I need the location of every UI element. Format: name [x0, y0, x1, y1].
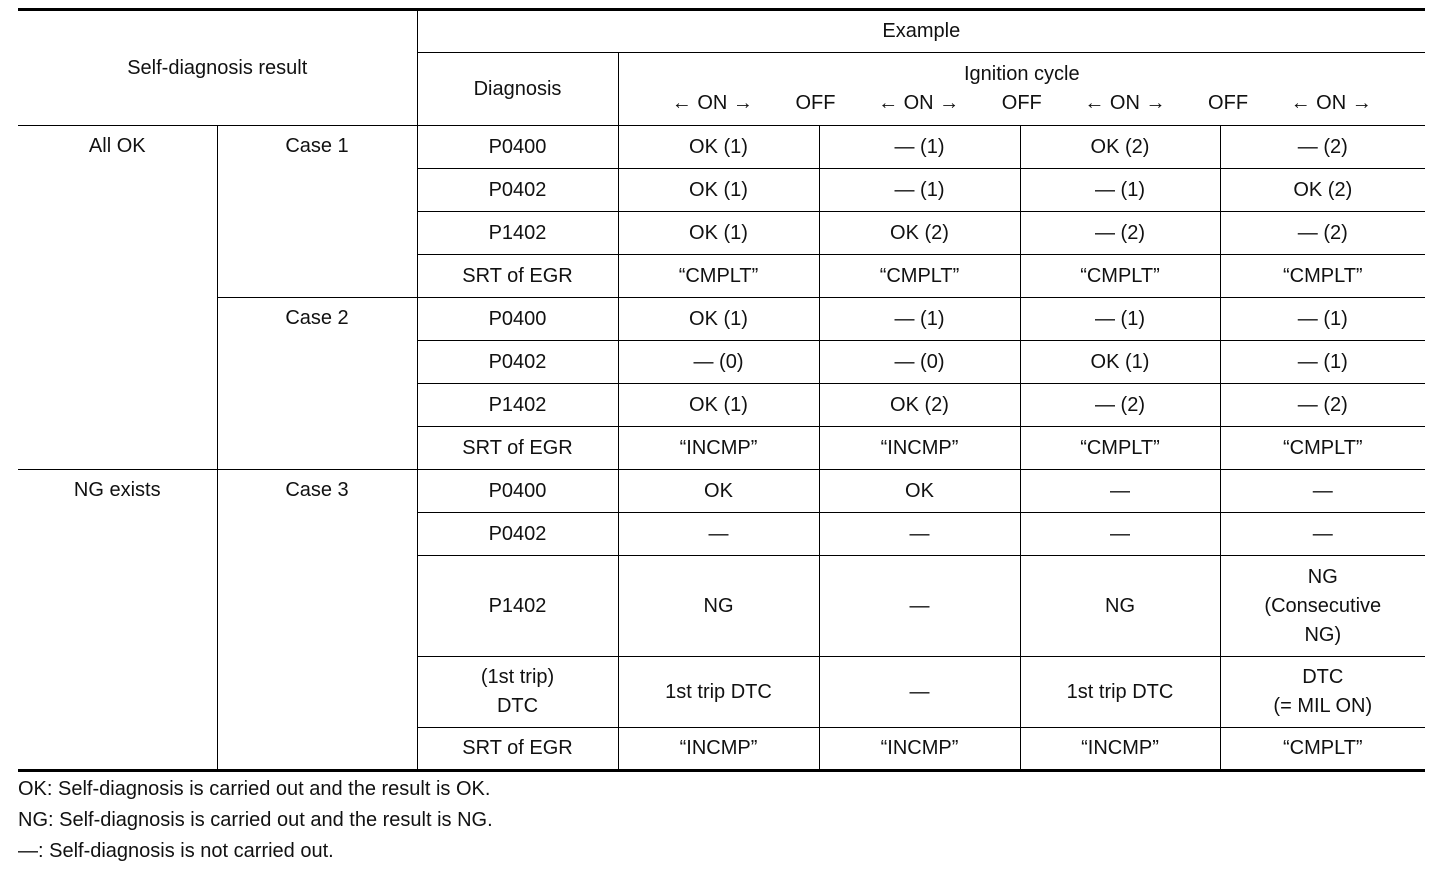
value-cell: — (0) [618, 341, 819, 384]
value-cell: OK (1) [618, 384, 819, 427]
value-cell: — (2) [1220, 384, 1425, 427]
ignition-cycle-step: ← ON → [1084, 92, 1166, 114]
value-cell: DTC (= MIL ON) [1220, 657, 1425, 728]
value-cell: “CMPLT” [1020, 255, 1220, 298]
diagnosis-cell: SRT of EGR [417, 255, 618, 298]
value-cell: NG [618, 556, 819, 657]
value-cell: “INCMP” [618, 427, 819, 470]
value-cell: — (2) [1020, 212, 1220, 255]
value-cell: OK (1) [618, 298, 819, 341]
result-cell: All OK [18, 126, 217, 470]
diagnosis-cell: P0400 [417, 298, 618, 341]
ignition-cycle-sequence [623, 89, 1422, 118]
value-cell: — [1020, 470, 1220, 513]
value-cell: — [618, 513, 819, 556]
diagnosis-cell: P0400 [417, 470, 618, 513]
value-cell: NG [1020, 556, 1220, 657]
value-cell: “CMPLT” [1220, 255, 1425, 298]
value-cell: — [1220, 470, 1425, 513]
diagnosis-cell: SRT of EGR [417, 728, 618, 771]
case-cell: Case 2 [217, 298, 417, 470]
diagnosis-cell: P0400 [417, 126, 618, 169]
ignition-cycle-label: Ignition cycle [963, 63, 1080, 85]
value-cell: OK (1) [1020, 341, 1220, 384]
table-row [18, 470, 1425, 513]
diagnosis-cell: P1402 [417, 556, 618, 657]
value-cell: “CMPLT” [819, 255, 1020, 298]
value-cell: OK (2) [1020, 126, 1220, 169]
ignition-cycle-step: OFF [1001, 92, 1042, 114]
diagnosis-cell: P0402 [417, 341, 618, 384]
value-cell: “INCMP” [1020, 728, 1220, 771]
diagnosis-cell: P0402 [417, 513, 618, 556]
value-cell: OK [819, 470, 1020, 513]
case-cell: Case 3 [217, 470, 417, 771]
ignition-cycle-header [618, 53, 1425, 126]
diagnosis-header: Diagnosis [417, 53, 618, 126]
value-cell: — (1) [819, 169, 1020, 212]
value-cell: — [819, 657, 1020, 728]
value-cell: OK (2) [1220, 169, 1425, 212]
value-cell: 1st trip DTC [618, 657, 819, 728]
ignition-cycle-step: ← ON → [1290, 92, 1372, 114]
ignition-cycle-step: ← ON → [878, 92, 960, 114]
value-cell: — (1) [1020, 169, 1220, 212]
diagnosis-cell: P0402 [417, 169, 618, 212]
value-cell: — (0) [819, 341, 1020, 384]
value-cell: “CMPLT” [1220, 427, 1425, 470]
ignition-cycle-step: OFF [795, 92, 836, 114]
value-cell: OK (1) [618, 169, 819, 212]
note-dash: —: Self-diagnosis is not carried out. [18, 840, 334, 862]
case-cell: Case 1 [217, 126, 417, 298]
value-cell: — (1) [1220, 298, 1425, 341]
value-cell: — [1020, 513, 1220, 556]
value-cell: — (2) [1220, 212, 1425, 255]
note-ok: OK: Self-diagnosis is carried out and the result is OK. [18, 778, 491, 800]
value-cell: — [819, 513, 1020, 556]
diagnosis-cell: (1st trip) DTC [417, 657, 618, 728]
value-cell: “CMPLT” [1020, 427, 1220, 470]
value-cell: OK (2) [819, 384, 1020, 427]
legend-notes [18, 774, 493, 867]
value-cell: “CMPLT” [618, 255, 819, 298]
diagnosis-cell: P1402 [417, 212, 618, 255]
table-row [18, 126, 1425, 169]
value-cell: “INCMP” [618, 728, 819, 771]
value-cell: — [819, 556, 1020, 657]
value-cell: — (1) [1220, 341, 1425, 384]
diagnosis-cell: P1402 [417, 384, 618, 427]
value-cell: — (2) [1220, 126, 1425, 169]
value-cell: — [1220, 513, 1425, 556]
value-cell: — (1) [1020, 298, 1220, 341]
self-diagnosis-table [18, 8, 1425, 772]
value-cell: 1st trip DTC [1020, 657, 1220, 728]
value-cell: — (1) [819, 126, 1020, 169]
diagnosis-cell: SRT of EGR [417, 427, 618, 470]
value-cell: OK [618, 470, 819, 513]
ignition-cycle-step: ← ON → [671, 92, 753, 114]
ignition-cycle-step: OFF [1208, 92, 1249, 114]
value-cell: — (1) [819, 298, 1020, 341]
value-cell: OK (2) [819, 212, 1020, 255]
value-cell: OK (1) [618, 212, 819, 255]
value-cell: “CMPLT” [1220, 728, 1425, 771]
note-ng: NG: Self-diagnosis is carried out and the result is NG. [18, 809, 493, 831]
value-cell: “INCMP” [819, 728, 1020, 771]
self-diagnosis-result-header: Self-diagnosis result [18, 10, 417, 126]
result-cell: NG exists [18, 470, 217, 771]
value-cell: OK (1) [618, 126, 819, 169]
table-row [18, 298, 1425, 341]
value-cell: NG (Consecutive NG) [1220, 556, 1425, 657]
example-header: Example [417, 10, 1425, 53]
value-cell: — (2) [1020, 384, 1220, 427]
value-cell: “INCMP” [819, 427, 1020, 470]
